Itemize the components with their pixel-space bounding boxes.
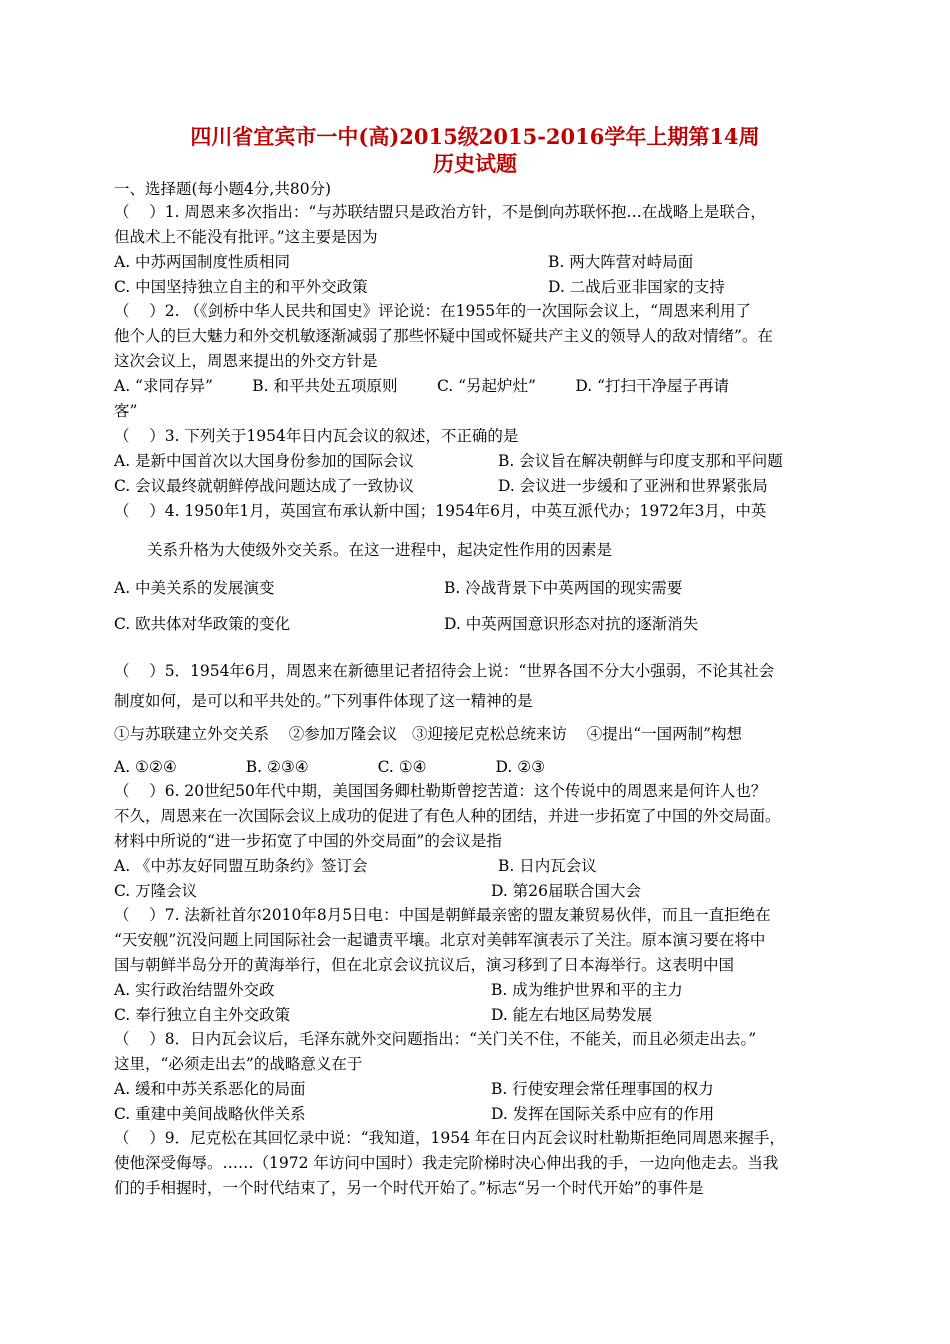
- question-9-line-1: （ ）9．尼克松在其回忆录中说：“我知道，1954 年在日内瓦会议时杜勒斯拒绝同周恩来握手，: [114, 1129, 785, 1147]
- exam-subtitle: 历史试题: [433, 151, 517, 176]
- question-4-line-2: 关系升格为大使级外交关系。在这一进程中，起决定性作用的因素是: [147, 541, 613, 559]
- question-4-option-b: B. 冷战背景下中英两国的现实需要: [444, 579, 683, 597]
- question-3-option-c: C. 会议最终就朝鲜停战问题达成了一致协议: [114, 477, 415, 495]
- question-5-line-1: （ ）5．1954年6月，周恩来在新德里记者招待会上说：“世界各国不分大小强弱，不论其社会: [114, 662, 775, 680]
- question-3-stem: （ ）3. 下列关于1954年日内瓦会议的叙述，不正确的是: [114, 427, 519, 445]
- question-6-option-a: A. 《中苏友好同盟互助条约》签订会: [114, 857, 368, 875]
- question-4-option-c: C. 欧共体对华政策的变化: [114, 615, 291, 633]
- question-8-option-c: C. 重建中美间战略伙伴关系: [114, 1105, 306, 1123]
- question-2-line-1: （ ）2. （《剑桥中华人民共和国史》评论说：在1955年的一次国际会议上，“周恩来利用了: [114, 302, 752, 320]
- question-8-line-2: 这里，“必须走出去”的战略意义在于: [114, 1055, 363, 1073]
- question-1-option-b: B. 两大阵营对峙局面: [548, 253, 694, 271]
- question-7-line-2: “天安舰”沉没问题上同国际社会一起谴责平壤。北京对美韩军演表示了关注。原本演习要在将中: [114, 931, 766, 949]
- question-6-line-3: 材料中所说的“进一步拓宽了中国的外交局面”的会议是指: [114, 832, 502, 850]
- question-1-line-2: 但战术上不能没有批评。”这主要是因为: [114, 228, 378, 246]
- question-5-line-2: 制度如何，是可以和平共处的。”下列事件体现了这一精神的是: [114, 692, 533, 710]
- question-1-option-c: C. 中国坚持独立自主的和平外交政策: [114, 278, 368, 296]
- question-7-option-c: C. 奉行独立自主外交政策: [114, 1006, 291, 1024]
- question-5-items: ①与苏联建立外交关系 ②参加万隆会议 ③迎接尼克松总统来访 ④提出“一国两制”构想: [114, 725, 743, 743]
- question-8-line-1: （ ）8．日内瓦会议后，毛泽东就外交问题指出：“关门关不住，不能关，而且必须走出去。”: [114, 1030, 757, 1048]
- question-7-option-d: D. 能左右地区局势发展: [491, 1006, 653, 1024]
- question-9-line-2: 使他深受侮辱。……（1972 年访问中国时）我走完阶梯时决心伸出我的手，一边向他走去。当我: [114, 1154, 779, 1172]
- question-3-option-a: A. 是新中国首次以大国身份参加的国际会议: [114, 452, 415, 470]
- question-7-line-1: （ ）7. 法新社首尔2010年8月5日电：中国是朝鲜最亲密的盟友兼贸易伙伴，而且一直拒绝在: [114, 906, 771, 924]
- question-8-option-b: B. 行使安理会常任理事国的权力: [491, 1080, 714, 1098]
- question-4-option-a: A. 中美关系的发展演变: [114, 579, 275, 597]
- question-7-option-b: B. 成为维护世界和平的主力: [491, 981, 683, 999]
- question-8-option-d: D. 发挥在国际关系中应有的作用: [491, 1105, 715, 1123]
- question-4-option-d: D. 中英两国意识形态对抗的逐渐消失: [444, 615, 699, 633]
- question-4-line-1: （ ）4. 1950年1月，英国宣布承认新中国；1954年6月，中英互派代办；1972年3月，中英: [114, 502, 767, 520]
- question-6-option-c: C. 万隆会议: [114, 882, 198, 900]
- question-2-line-2: 他个人的巨大魅力和外交机敏逐渐减弱了那些怀疑中国或怀疑共产主义的领导人的敌对情绪”。在: [114, 327, 773, 345]
- question-8-option-a: A. 缓和中苏关系恶化的局面: [114, 1080, 306, 1098]
- question-6-option-d: D. 第26届联合国大会: [491, 882, 641, 900]
- question-1-line-1: （ ）1. 周恩来多次指出：“与苏联结盟只是政治方针，不是倒向苏联怀抱…在战略上是联合，: [114, 203, 766, 221]
- question-3-option-b: B. 会议旨在解决朝鲜与印度支那和平问题: [498, 452, 783, 470]
- question-2-line-3: 这次会议上，周恩来提出的外交方针是: [114, 352, 378, 370]
- question-7-option-a: A. 实行政治结盟外交政: [114, 981, 275, 999]
- question-7-line-3: 国与朝鲜半岛分开的黄海举行，但在北京会议抗议后，演习移到了日本海举行。这表明中国: [114, 956, 735, 974]
- question-9-line-3: 们的手相握时，一个时代结束了，另一个时代开始了。”标志“另一个时代开始”的事件是: [114, 1179, 704, 1197]
- question-1-option-d: D. 二战后亚非国家的支持: [548, 278, 725, 296]
- question-6-line-2: 不久，周恩来在一次国际会议上成功的促进了有色人种的团结，并进一步拓宽了中国的外交局面。: [114, 807, 781, 825]
- section-heading: 一、选择题(每小题4分,共80分): [114, 180, 332, 198]
- question-5-options: A. ①②④ B. ②③④ C. ①④ D. ②③: [114, 758, 546, 776]
- question-3-option-d: D. 会议进一步缓和了亚洲和世界紧张局: [498, 477, 768, 495]
- question-6-option-b: B. 日内瓦会议: [498, 857, 597, 875]
- question-2-options: A. “求同存异” B. 和平共处五项原则 C. “另起炉灶” D. “打扫干净屋子再请: [114, 377, 730, 395]
- question-6-line-1: （ ）6. 20世纪50年代中期，美国国务卿杜勒斯曾挖苦道：这个传说中的周恩来是何许人也？: [114, 782, 767, 800]
- exam-title: 四川省宜宾市一中(高)2015级2015-2016学年上期第14周: [190, 124, 760, 149]
- question-2-line-5: 客”: [114, 402, 138, 420]
- question-1-option-a: A. 中苏两国制度性质相同: [114, 253, 291, 271]
